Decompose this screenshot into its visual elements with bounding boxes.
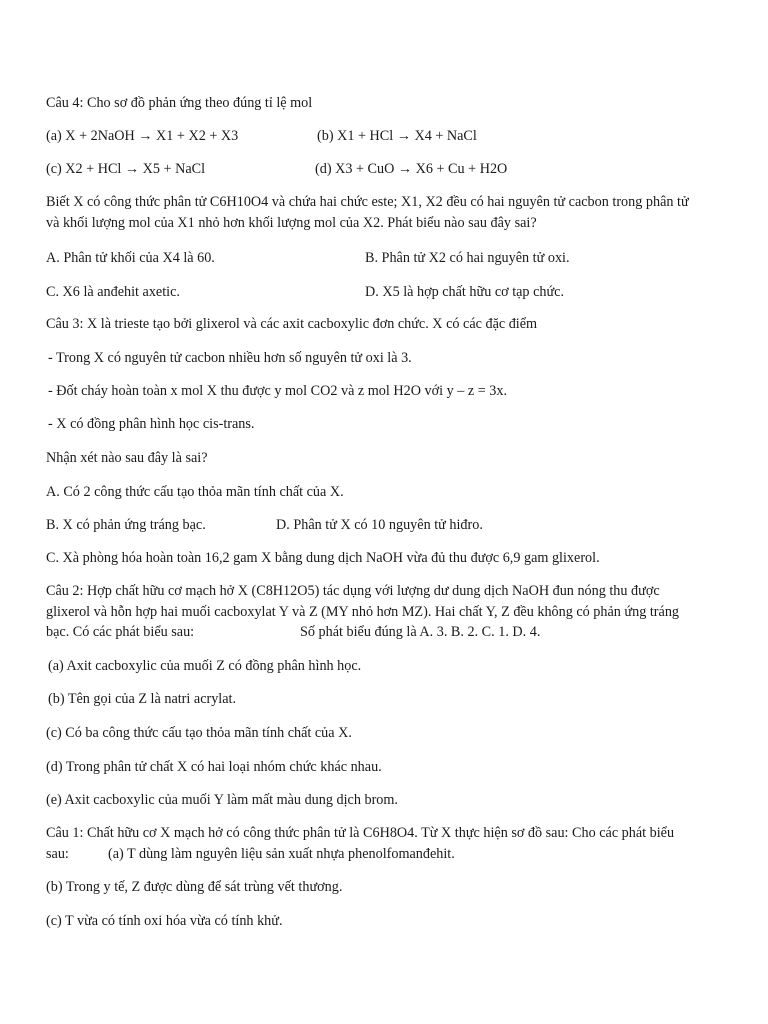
q4-eq-c: (c) X2 + HCl → X5 + NaCl <box>46 161 206 177</box>
q4-stem-line2: và khối lượng mol của X1 nhỏ hơn khối lượng mol của X2. Phát biểu nào sau đây sai? <box>46 215 537 231</box>
q4-option-b: B. Phân tử X2 có hai nguyên tử oxi. <box>365 250 570 266</box>
q3-question: Nhận xét nào sau đây là sai? <box>46 450 208 466</box>
q2-statement-e: (e) Axit cacboxylic của muối Y làm mất màu dung dịch brom. <box>46 792 398 808</box>
q2-line-1: Câu 2: Hợp chất hữu cơ mạch hở X (C8H12O5) tác dụng với lượng dư dung dịch NaOH đun nóng thu được <box>46 583 660 599</box>
q1-line-2-start: sau: <box>46 846 69 862</box>
q2-statement-d: (d) Trong phân tử chất X có hai loại nhóm chức khác nhau. <box>46 759 382 775</box>
q3-bullet-2: - Đốt cháy hoàn toàn x mol X thu được y mol CO2 và z mol H2O với y – z = 3x. <box>48 383 508 399</box>
q3-bullet-3: - X có đồng phân hình học cis-trans. <box>48 416 255 432</box>
q3-option-b: B. X có phản ứng tráng bạc. <box>46 517 206 533</box>
q1-statement-c: (c) T vừa có tính oxi hóa vừa có tính khử. <box>46 913 283 929</box>
q3-option-a: A. Có 2 công thức cấu tạo thỏa mãn tính chất của X. <box>46 484 344 500</box>
q4-eq-a: (a) X + 2NaOH → X1 + X2 + X3 <box>46 128 239 144</box>
q4-eq-d: (d) X3 + CuO → X6 + Cu + H2O <box>315 161 508 177</box>
q2-statement-a: (a) Axit cacboxylic của muối Z có đồng phân hình học. <box>48 658 362 674</box>
q4-option-c: C. X6 là anđehit axetic. <box>46 284 180 300</box>
q1-statement-a: (a) T dùng làm nguyên liệu sản xuất nhựa phenolfomanđehit. <box>108 846 455 862</box>
q1-statement-b: (b) Trong y tế, Z được dùng để sát trùng vết thương. <box>46 879 343 895</box>
q2-statement-b: (b) Tên gọi của Z là natri acrylat. <box>48 691 237 707</box>
q4-stem-line1: Biết X có công thức phân tử C6H10O4 và chứa hai chức este; X1, X2 đều có hai nguyên tử cacbon trong phân tử <box>46 194 689 210</box>
q3-bullet-1: - Trong X có nguyên tử cacbon nhiều hơn số nguyên tử oxi là 3. <box>48 350 412 366</box>
q3-option-d: D. Phân tử X có 10 nguyên tử hiđro. <box>276 517 483 533</box>
q4-option-a: A. Phân tử khối của X4 là 60. <box>46 250 215 266</box>
q2-statement-c: (c) Có ba công thức cấu tạo thỏa mãn tính chất của X. <box>46 725 352 741</box>
q1-line-1: Câu 1: Chất hữu cơ X mạch hở có công thức phân tử là C6H8O4. Từ X thực hiện sơ đồ sau: Cho các phát biểu <box>46 825 675 841</box>
q3-option-c: C. Xà phòng hóa hoàn toàn 16,2 gam X bằng dung dịch NaOH vừa đủ thu được 6,9 gam glixerol. <box>46 550 600 566</box>
q3-heading: Câu 3: X là trieste tạo bởi glixerol và các axit cacboxylic đơn chức. X có các đặc điểm <box>46 316 538 332</box>
q4-eq-b: (b) X1 + HCl → X4 + NaCl <box>317 128 477 144</box>
q4-option-d: D. X5 là hợp chất hữu cơ tạp chức. <box>365 284 564 300</box>
q2-answer-line: Số phát biểu đúng là A. 3. B. 2. C. 1. D. 4. <box>300 624 541 640</box>
q4-heading: Câu 4: Cho sơ đồ phản ứng theo đúng tỉ lệ mol <box>46 95 313 111</box>
q2-line-2: glixerol và hỗn hợp hai muối cacboxylat Y và Z (MY nhỏ hơn MZ). Hai chất Y, Z đều không có phản ứng tráng <box>46 604 680 620</box>
q2-line-3: bạc. Có các phát biểu sau: <box>46 624 195 640</box>
